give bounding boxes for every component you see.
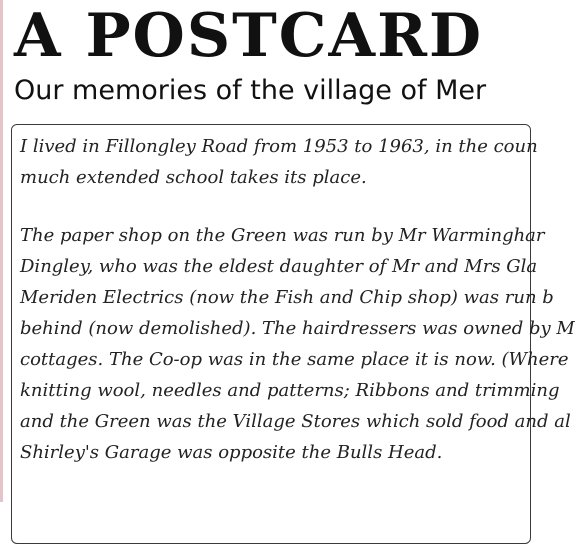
page-subtitle: Our memories of the village of Mer xyxy=(14,75,487,106)
postcard-line: I lived in Fillongley Road from 1953 to 1963, in the coun xyxy=(20,136,538,157)
postcard-line: The paper shop on the Green was run by Mr Warminghar xyxy=(20,225,545,246)
page-edge xyxy=(0,0,3,502)
postcard-line: Dingley, who was the eldest daughter of Mr and Mrs Gla xyxy=(20,256,538,277)
postcard-line: much extended school takes its place. xyxy=(20,167,367,188)
postcard-line: Meriden Electrics (now the Fish and Chip shop) was run b xyxy=(20,287,554,308)
postcard-line: cottages. The Co-op was in the same place it is now. (Where xyxy=(20,349,569,370)
postcard-line: Shirley's Garage was opposite the Bulls Head. xyxy=(20,442,443,463)
postcard-box xyxy=(11,124,575,544)
postcard-line: knitting wool, needles and patterns; Ribbons and trimming xyxy=(20,380,560,401)
postcard-line: behind (now demolished). The hairdressers was owned by M xyxy=(20,318,575,339)
postcard-line: and the Green was the Village Stores which sold food and al xyxy=(20,411,571,432)
page-title: A POSTCARD xyxy=(14,1,484,71)
